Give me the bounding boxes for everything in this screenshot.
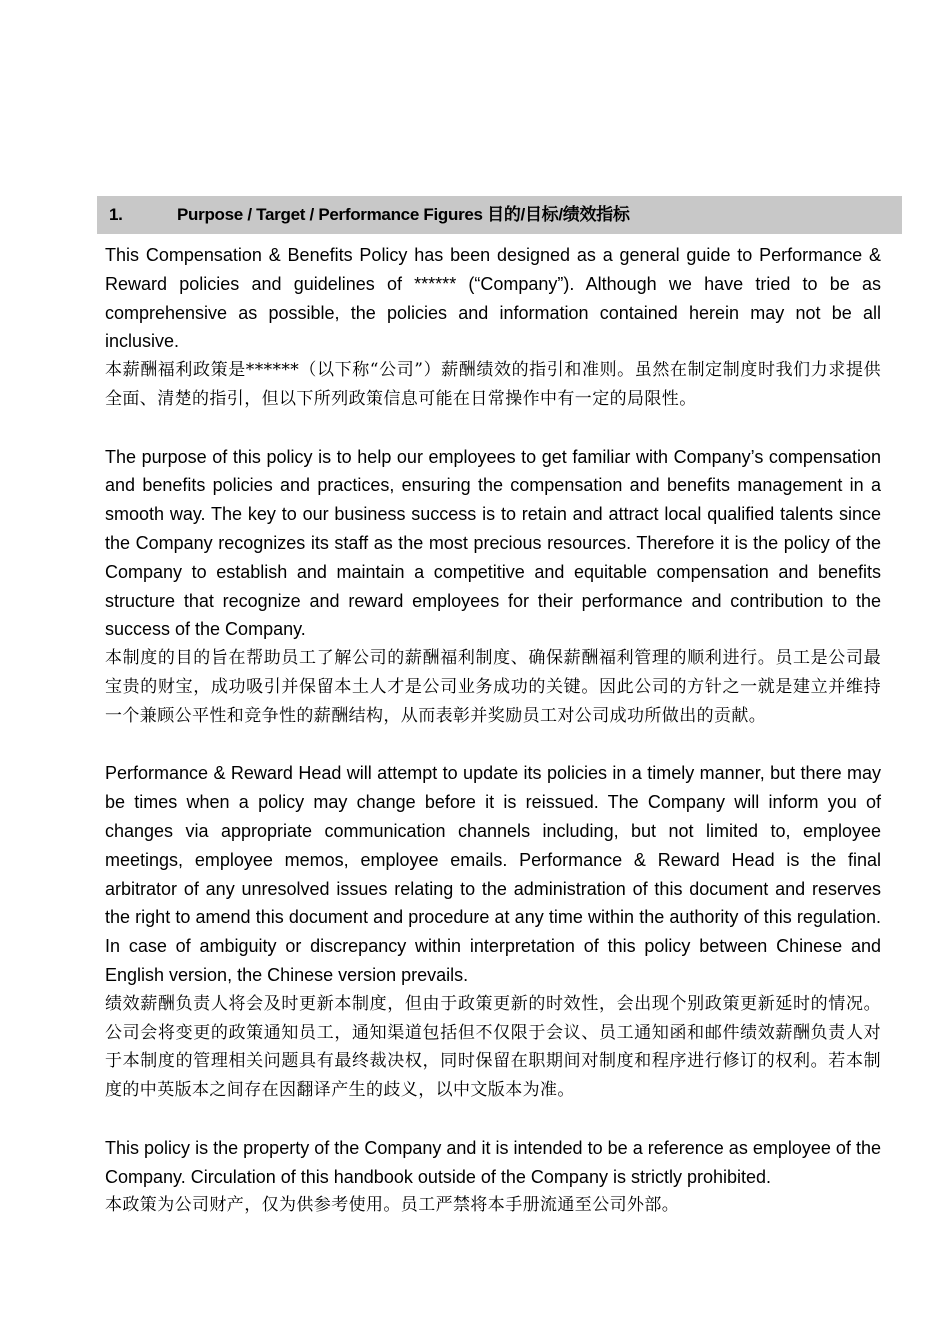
document-body	[105, 241, 881, 1220]
section-title: Purpose / Target / Performance Figures 目的/目标/绩效指标	[177, 205, 630, 224]
paragraph-4-english: This policy is the property of the Company and it is intended to be a reference as employee of the Company. Circulation of this handbook outside of the Company is strictly prohibited.	[105, 1137, 881, 1187]
paragraph-spacer	[105, 1105, 881, 1134]
paragraph-3-english: Performance & Reward Head will attempt to update its policies in a timely manner, but there may be times when a policy may change before it is reissued. The Company will inform you of changes via appropriate communication channels including, but not limited to, employee meetings, employee memos, employee emails. Performance & Reward Head is the final arbitrator of any unresolved issues relating to the administration of this document and reserves the right to amend this document and procedure at any time within the authority of this regulation. In case of ambiguity or discrepancy within interpretation of this policy between Chinese and English version, the Chinese version prevails.	[105, 763, 881, 985]
paragraph-1-chinese: 本薪酬福利政策是******（以下称“公司”）薪酬绩效的指引和准则。虽然在制定制度时我们力求提供全面、清楚的指引，但以下所列政策信息可能在日常操作中有一定的局限性。	[105, 360, 881, 409]
paragraph-1-english: This Compensation & Benefits Policy has been designed as a general guide to Performance & Reward policies and guidelines of ****** (“Company”). Although we have tried to be as comprehensive as possible, the policies and information contained herein may not be all inclusive.	[105, 245, 881, 352]
paragraph-2-english: The purpose of this policy is to help our employees to get familiar with Company’s compensation and benefits policies and practices, ensuring the compensation and benefits management in a smooth way. The key to our business success is to retain and attract local qualified talents since the Company recognizes its staff as the most precious resources. Therefore it is the policy of the Company to establish and maintain a competitive and equitable compensation and benefits structure that recognize and reward employees for their performance and contribution to the success of the Company.	[105, 446, 881, 640]
section-header	[97, 196, 902, 234]
paragraph-2-chinese: 本制度的目的旨在帮助员工了解公司的薪酬福利制度、确保薪酬福利管理的顺利进行。员工是公司最宝贵的财宝，成功吸引并保留本土人才是公司业务成功的关键。因此公司的方针之一就是建立并维持一个兼顾公平性和竞争性的薪酬结构，从而表彰并奖励员工对公司成功所做出的贡献。	[105, 648, 881, 726]
paragraph-spacer	[105, 414, 881, 443]
paragraph-spacer	[105, 731, 881, 760]
section-number: 1.	[109, 205, 123, 224]
paragraph-4-chinese: 本政策为公司财产，仅为供参考使用。员工严禁将本手册流通至公司外部。	[105, 1195, 680, 1216]
paragraph-3-chinese: 绩效薪酬负责人将会及时更新本制度，但由于政策更新的时效性，会出现个别政策更新延时的情况。公司会将变更的政策通知员工，通知渠道包括但不仅限于会议、员工通知函和邮件绩效薪酬负责人对于本制度的管理相关问题具有最终裁决权，同时保留在职期间对制度和程序进行修订的权利。若本制度的中英版本之间存在因翻译产生的歧义，以中文版本为准。	[105, 993, 881, 1101]
